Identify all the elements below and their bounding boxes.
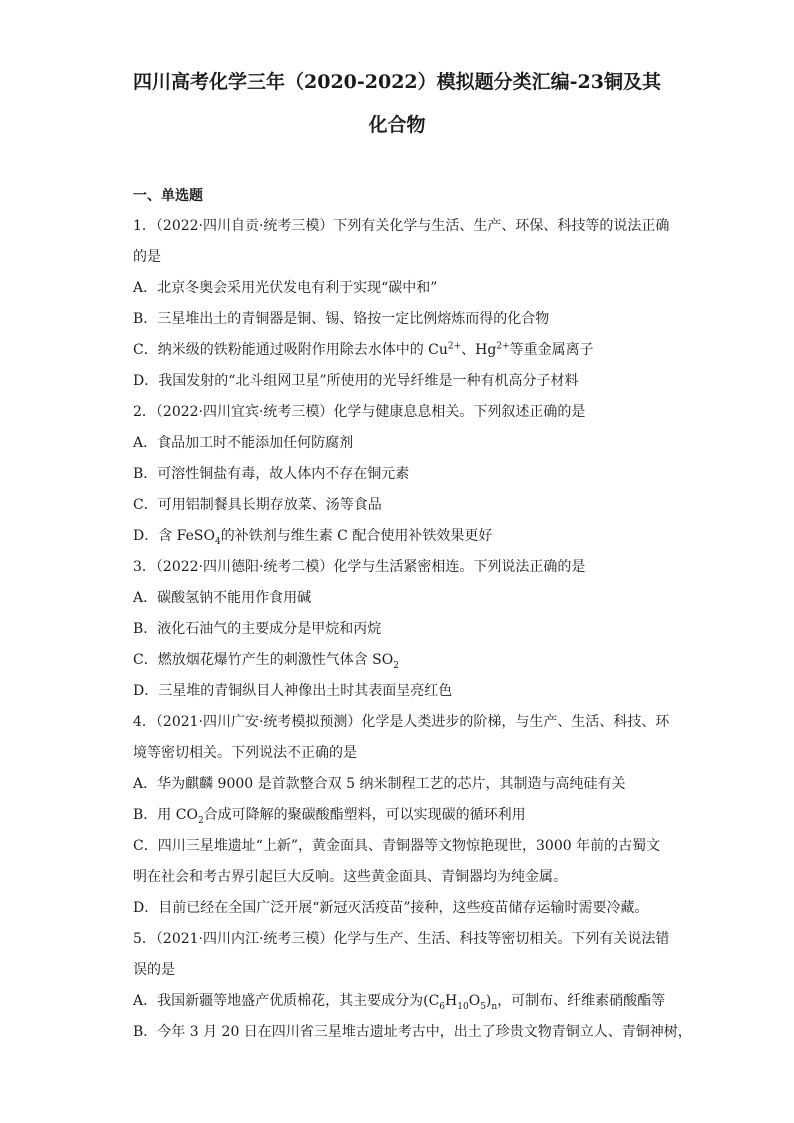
question-5-option-a-text: ) <box>485 993 492 1009</box>
question-5-option-a <box>133 992 665 1010</box>
question-3-option-c-text: C．燃放烟花爆竹产生的刺激性气体含 SO <box>133 652 394 668</box>
question-5-option-a-text: H <box>445 993 458 1009</box>
question-1-stem-line-1: 1．（2022·四川自贡·统考三模）下列有关化学与生活、生产、环保、科技等的说法正确 <box>133 218 670 234</box>
question-5-option-a-text: O <box>468 993 481 1009</box>
question-5-option-a-text: ，可制布、纤维素硝酸酯等 <box>497 993 666 1009</box>
question-1-option-d: D．我国发射的“北斗组网卫星”所使用的光导纤维是一种有机高分子材料 <box>133 373 579 389</box>
question-2-stem-line-1: 2．（2022·四川宜宾·统考三模）化学与健康息息相关。下列叙述正确的是 <box>133 404 586 420</box>
question-3-option-d: D．三星堆的青铜纵目人神像出土时其表面呈亮红色 <box>133 683 453 699</box>
charge-superscript: 2+ <box>496 341 510 352</box>
formula-subscript: 5 <box>480 1001 486 1012</box>
formula-subscript: 10 <box>457 1001 469 1012</box>
question-4-option-b-text: B．用 CO <box>133 807 198 823</box>
question-3-option-a: A．碳酸氢钠不能用作食用碱 <box>133 590 312 606</box>
question-2-option-d <box>133 527 492 545</box>
question-4-stem-line-2: 境等密切相关。下列说法不正确的是 <box>133 745 357 761</box>
formula-subscript: 6 <box>439 1001 446 1012</box>
question-2-option-d-text: 的补铁剂与维生素 C 配合使用补铁效果更好 <box>220 528 493 544</box>
formula-subscript: 4 <box>214 536 221 547</box>
charge-superscript: 2+ <box>447 341 462 352</box>
formula-subscript: 2 <box>197 815 204 826</box>
question-1-option-c-text: C．纳米级的铁粉能通过吸附作用除去水体中的 Cu <box>133 342 448 358</box>
question-5-option-b: B．今年 3 月 20 日在四川省三星堆古遗址考古中，出土了珍贵文物青铜立人、青铜神树， <box>133 1024 692 1040</box>
question-3-option-b: B．液化石油气的主要成分是甲烷和丙烷 <box>133 621 382 637</box>
question-4-option-b <box>133 806 526 824</box>
question-4-option-a: A．华为麒麟 9000 是首款整合双 5 纳米制程工艺的芯片，其制造与高纯硅有关 <box>133 776 626 792</box>
formula-subscript: 2 <box>393 660 399 671</box>
question-3-stem-line-1: 3．（2022·四川德阳·统考二模）化学与生活紧密相连。下列说法正确的是 <box>133 559 586 575</box>
question-2-option-d-text: D．含 FeSO <box>133 528 215 544</box>
question-4-stem-line-1: 4．（2021·四川广安·统考模拟预测）化学是人类进步的阶梯，与生产、生活、科技、环 <box>133 714 670 730</box>
question-1-option-b: B．三星堆出土的青铜器是铜、锡、铬按一定比例熔炼而得的化合物 <box>133 311 550 327</box>
question-1-option-a: A．北京冬奥会采用光伏发电有利于实现“碳中和” <box>133 280 438 296</box>
question-1-option-c-text: 等重金属离子 <box>509 342 594 358</box>
question-4-option-c-line-1: C．四川三星堆遗址“上新”，黄金面具、青铜器等文物惊艳现世，3000 年前的古蜀文 <box>133 838 661 854</box>
question-5-stem-line-1: 5．（2021·四川内江·统考三模）化学与生产、生活、科技等密切相关。下列有关说法错 <box>133 931 670 947</box>
question-2-option-a: A．食品加工时不能添加任何防腐剂 <box>133 435 354 451</box>
question-4-option-b-text: 合成可降解的聚碳酸酯塑料，可以实现碳的循环利用 <box>203 807 526 823</box>
question-5-stem-line-2: 误的是 <box>133 962 175 978</box>
question-5-option-a-text: A．我国新疆等地盛产优质棉花，其主要成分为(C <box>133 993 440 1009</box>
document-title-line-1: 四川高考化学三年（2020-2022）模拟题分类汇编-23铜及其 <box>133 71 661 93</box>
question-3-option-c <box>133 651 399 669</box>
question-1-option-c <box>133 341 594 359</box>
question-2-option-b: B．可溶性铜盐有毒，故人体内不存在铜元素 <box>133 466 410 482</box>
question-4-option-c-line-2: 明在社会和考古界引起巨大反响。这些黄金面具、青铜器均为纯金属。 <box>133 869 567 885</box>
section-heading: 一、单选题 <box>133 188 203 204</box>
document-title-line-2: 化合物 <box>368 114 426 136</box>
question-1-stem-line-2: 的是 <box>133 249 161 265</box>
question-4-option-d: D．目前已经在全国广泛开展“新冠灭活疫苗”接种，这些疫苗储存运输时需要冷藏。 <box>133 900 649 916</box>
formula-subscript: n <box>491 1001 498 1012</box>
question-2-option-c: C．可用铝制餐具长期存放菜、汤等食品 <box>133 497 382 513</box>
question-1-option-c-text: 、Hg <box>461 342 497 358</box>
